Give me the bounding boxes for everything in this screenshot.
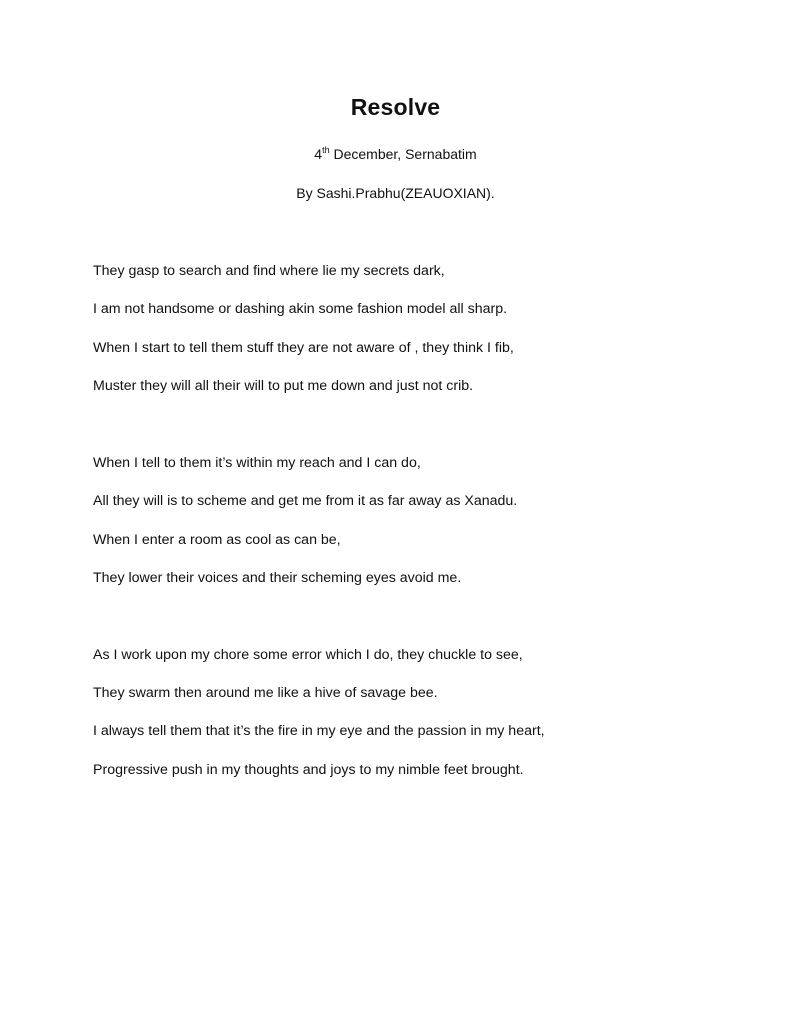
- poem-line: Progressive push in my thoughts and joys to my nimble feet brought.: [93, 762, 524, 778]
- poem-line: Muster they will all their will to put me down and just not crib.: [93, 378, 474, 394]
- poem-line: All they will is to scheme and get me from it as far away as Xanadu.: [93, 493, 518, 509]
- poem-line: They lower their voices and their scheming eyes avoid me.: [93, 570, 462, 586]
- poem-title: Resolve: [350, 94, 441, 120]
- poem-byline: By Sashi.Prabhu(ZEAUOXIAN).: [296, 185, 495, 201]
- date-ordinal-suffix: th: [322, 145, 330, 155]
- poem-line: When I enter a room as cool as can be,: [93, 532, 341, 548]
- date-rest: December, Sernabatim: [329, 146, 477, 162]
- poem-line: I am not handsome or dashing akin some fashion model all sharp.: [93, 301, 508, 317]
- date-day: 4: [314, 146, 323, 162]
- poem-line: As I work upon my chore some error which I do, they chuckle to see,: [93, 647, 523, 663]
- poem-line: When I start to tell them stuff they are not aware of , they think I fib,: [93, 340, 514, 356]
- poem-line: They gasp to search and find where lie my secrets dark,: [93, 263, 445, 279]
- poem-line: When I tell to them it’s within my reach and I can do,: [93, 455, 421, 471]
- poem-dateline: [0, 146, 791, 162]
- poem-line: They swarm then around me like a hive of savage bee.: [93, 685, 438, 701]
- poem-line: I always tell them that it’s the fire in my eye and the passion in my heart,: [93, 723, 545, 739]
